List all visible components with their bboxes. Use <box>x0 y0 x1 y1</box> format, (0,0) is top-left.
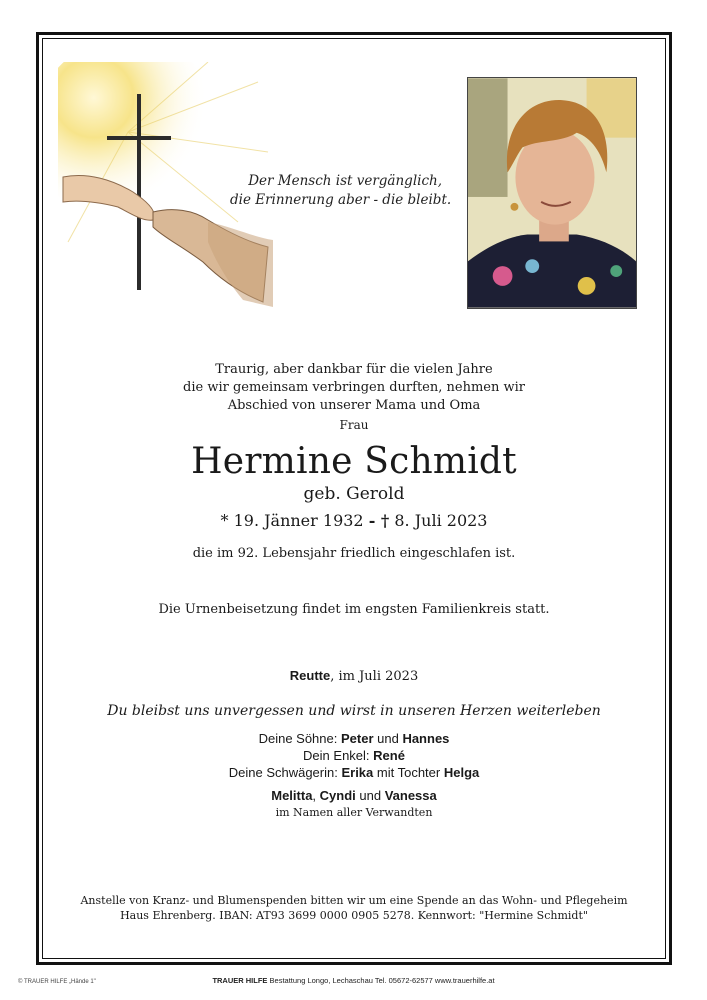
donation-line-1: Anstelle von Kranz- und Blumenspenden bitten wir um eine Spende an das Wohn- und Pflegeheim <box>80 894 628 907</box>
motto-quote <box>230 172 452 210</box>
memorial-line: Du bleibst uns unvergessen und wirst in unseren Herzen weiterleben <box>107 703 601 719</box>
with-daughter-text: mit Tochter <box>373 765 444 780</box>
sister-in-law-name: Erika <box>341 765 374 780</box>
burial-text: Die Urnenbeisetzung findet im engsten Familienkreis statt. <box>158 602 550 617</box>
relatives-row <box>42 787 666 804</box>
relative-name-1: Melitta <box>271 788 313 803</box>
place-town: Reutte <box>289 668 331 683</box>
copyright-note: © TRAUER HILFE „Hände 1" <box>18 979 96 985</box>
relative-name-3: Vanessa <box>384 788 437 803</box>
son-name-1: Peter <box>340 731 374 746</box>
intro-text <box>42 361 666 415</box>
salutation: Frau <box>339 418 369 432</box>
son-name-2: Hannes <box>402 731 450 746</box>
death-date: 8. Juli 2023 <box>394 511 488 530</box>
niece-name: Helga <box>443 765 480 780</box>
separator: , <box>312 788 320 803</box>
donation-line-2: Haus Ehrenberg. IBAN: AT93 3699 0000 0905 5278. Kennwort: "Hermine Schmidt" <box>120 909 588 922</box>
conjunction: und <box>355 788 385 803</box>
grandson-row <box>42 747 666 764</box>
footer-brand: TRAUER HILFE <box>212 976 268 985</box>
footer-contact: Bestattung Longo, Lechaschau Tel. 05672-62577 www.trauerhilfe.at <box>267 976 495 985</box>
motto-line-1: Der Mensch ist vergänglich, <box>248 173 442 189</box>
birth-date: * 19. Jänner 1932 <box>220 511 364 530</box>
sister-in-law-row <box>42 764 666 781</box>
maiden-name: geb. Gerold <box>303 484 405 504</box>
intro-line-3: Abschied von unserer Mama und Oma <box>227 398 481 413</box>
footer-info <box>0 976 707 985</box>
sons-row <box>42 730 666 747</box>
portrait-photo <box>467 77 637 309</box>
relative-name-2: Cyndi <box>319 788 356 803</box>
intro-line-2: die wir gemeinsam verbringen durften, nehmen wir <box>183 380 525 395</box>
age-text: die im 92. Lebensjahr friedlich eingeschlafen ist. <box>192 546 516 561</box>
grandson-label: Dein Enkel: <box>303 748 374 763</box>
motto-line-2: die Erinnerung aber - die bleibt. <box>230 192 452 208</box>
intro-line-1: Traurig, aber dankbar für die vielen Jahre <box>215 362 493 377</box>
sister-in-law-label: Deine Schwägerin: <box>228 765 342 780</box>
place-and-date <box>42 668 666 684</box>
place-date: , im Juli 2023 <box>330 669 419 684</box>
donation-note <box>42 893 666 923</box>
death-symbol: - † <box>368 511 390 530</box>
conjunction: und <box>373 731 403 746</box>
relatives-note: im Namen aller Verwandten <box>275 806 433 819</box>
grandson-name: René <box>373 748 405 763</box>
life-dates <box>42 511 666 530</box>
deceased-name: Hermine Schmidt <box>191 441 517 482</box>
mourners-list <box>42 730 666 821</box>
sons-label: Deine Söhne: <box>258 731 341 746</box>
